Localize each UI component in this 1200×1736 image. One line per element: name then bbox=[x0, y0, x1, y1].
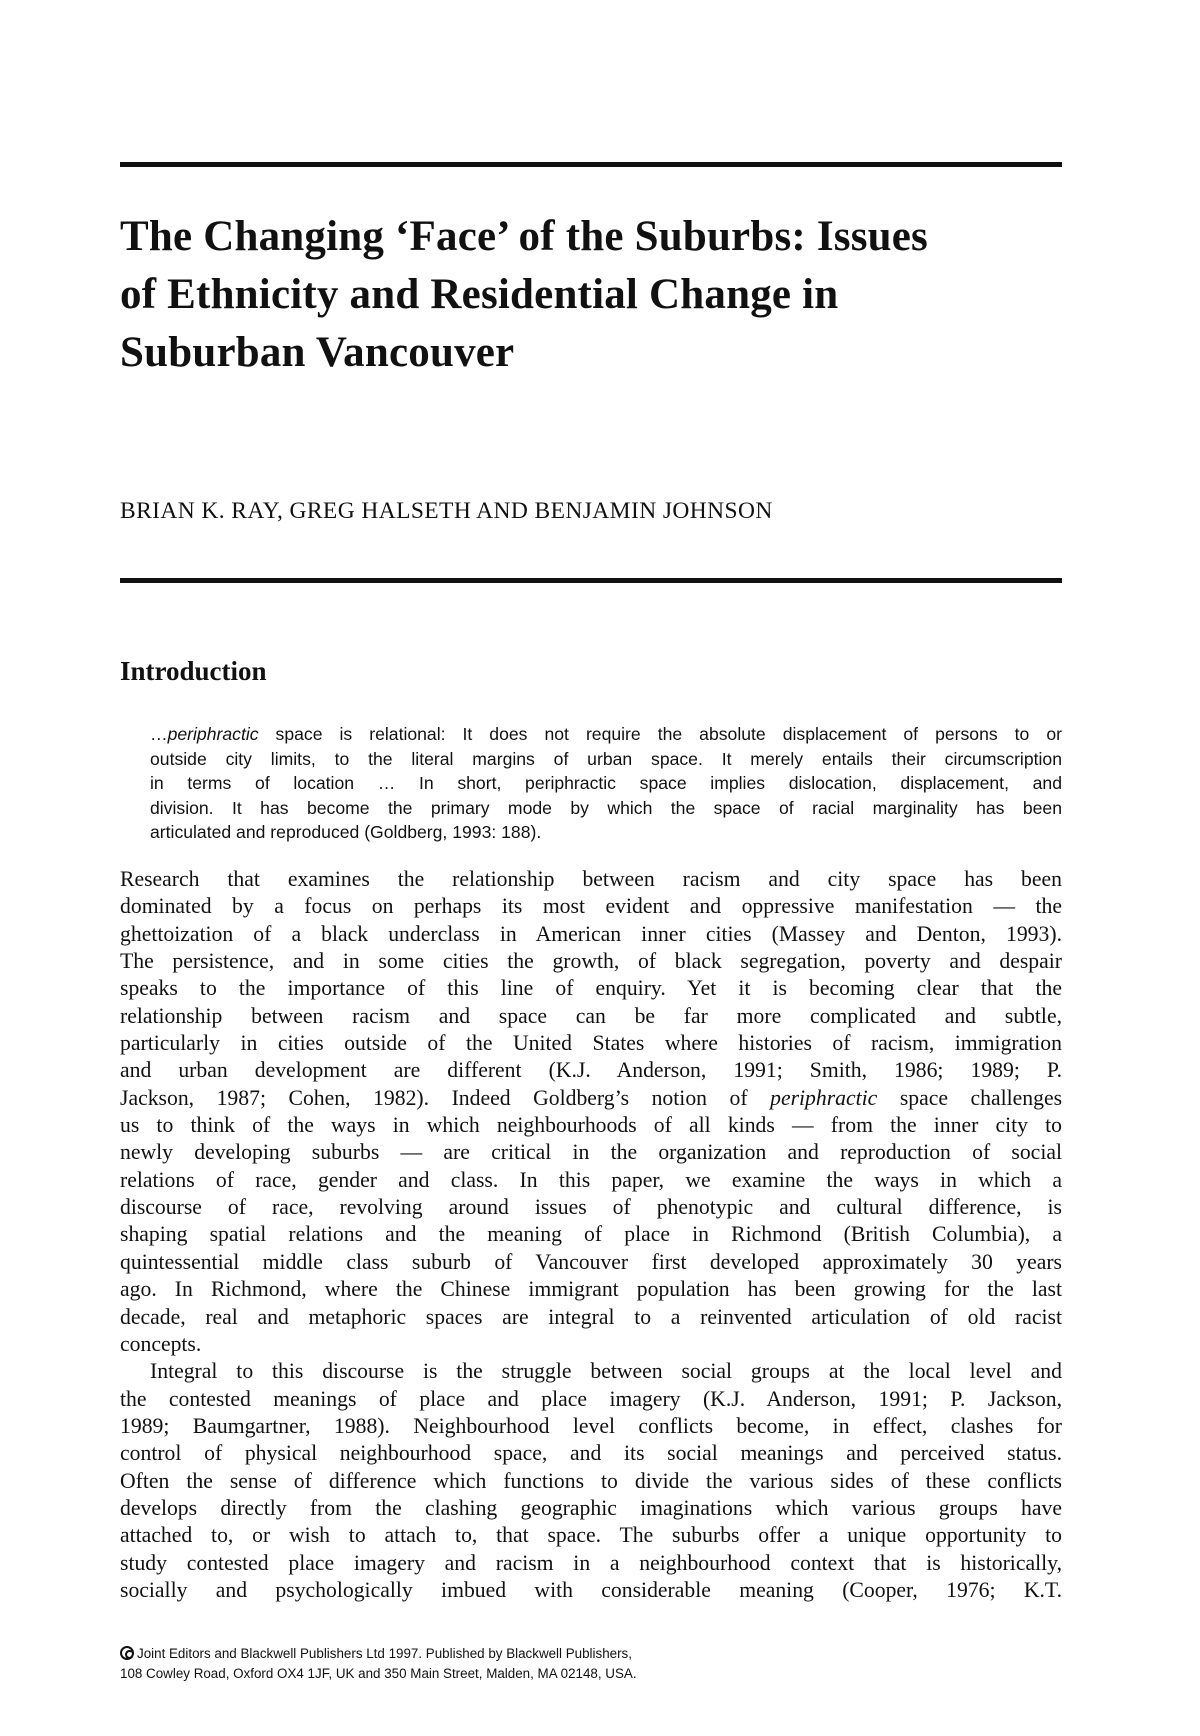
top-rule bbox=[120, 162, 1062, 167]
epigraph-line: …periphractic space is relational: It does not require the absolute displacement of persons to or bbox=[150, 724, 1062, 744]
footer-line: Joint Editors and Blackwell Publishers Ltd 1997. Published by Blackwell Publishers, bbox=[120, 1644, 1062, 1664]
body-line: relations of race, gender and class. In this paper, we examine the ways in which a bbox=[120, 1167, 1062, 1192]
body-line: and urban development are different (K.J. Anderson, 1991; Smith, 1986; 1989; P. bbox=[120, 1058, 1062, 1083]
article-title bbox=[120, 208, 1062, 382]
copyright-icon bbox=[120, 1646, 134, 1660]
footer-line: 108 Cowley Road, Oxford OX4 1JF, UK and 350 Main Street, Malden, MA 02148, USA. bbox=[120, 1665, 637, 1681]
epigraph-line: outside city limits, to the literal margins of urban space. It merely entails their circumscription bbox=[150, 748, 1062, 769]
body-line: particularly in cities outside of the United States where histories of racism, immigration bbox=[120, 1031, 1062, 1056]
title-line: The Changing ‘Face’ of the Suburbs: Issues bbox=[120, 213, 928, 260]
body-line: relationship between racism and space can be far more complicated and subtle, bbox=[120, 1003, 1062, 1028]
body-line: study contested place imagery and racism in a neighbourhood context that is historically, bbox=[120, 1550, 1062, 1575]
body-line: Research that examines the relationship between racism and city space has been bbox=[120, 867, 1062, 891]
body-line: Jackson, 1987; Cohen, 1982). Indeed Goldberg’s notion of periphractic space challenges bbox=[120, 1085, 1063, 1110]
body-line: dominated by a focus on perhaps its most evident and oppressive manifestation — the bbox=[120, 894, 1062, 919]
body-line: attached to, or wish to attach to, that space. The suburbs offer a unique opportunity to bbox=[120, 1523, 1062, 1548]
body-line: the contested meanings of place and place imagery (K.J. Anderson, 1991; P. Jackson, bbox=[120, 1386, 1062, 1411]
journal-page bbox=[120, 0, 1062, 1736]
body-line: 1989; Baumgartner, 1988). Neighbourhood level conflicts become, in effect, clashes for bbox=[120, 1413, 1062, 1438]
body-line: ghettoization of a black underclass in American inner cities (Massey and Denton, 1993). bbox=[120, 921, 1062, 946]
body-line: Often the sense of difference which functions to divide the various sides of these conflicts bbox=[120, 1468, 1062, 1493]
body-line: quintessential middle class suburb of Vancouver first developed approximately 30 years bbox=[120, 1249, 1062, 1274]
body-line: ago. In Richmond, where the Chinese immigrant population has been growing for the last bbox=[120, 1277, 1062, 1302]
bottom-rule bbox=[120, 578, 1062, 583]
body-text bbox=[120, 866, 1062, 1604]
body-line: newly developing suburbs — are critical in the organization and reproduction of social bbox=[120, 1140, 1062, 1165]
title-line: of Ethnicity and Residential Change in bbox=[120, 271, 839, 318]
title-line: Suburban Vancouver bbox=[120, 329, 515, 376]
body-line: us to think of the ways in which neighbourhoods of all kinds — from the inner city to bbox=[120, 1113, 1062, 1138]
author-list: BRIAN K. RAY, GREG HALSETH AND BENJAMIN JOHNSON bbox=[120, 498, 773, 524]
body-line: shaping spatial relations and the meaning of place in Richmond (British Columbia), a bbox=[120, 1222, 1062, 1247]
body-line: decade, real and metaphoric spaces are integral to a reinvented articulation of old racist bbox=[120, 1304, 1062, 1329]
section-heading: Introduction bbox=[120, 656, 267, 686]
epigraph-line: articulated and reproduced (Goldberg, 1993: 188). bbox=[150, 822, 542, 843]
epigraph-line: in terms of location … In short, periphractic space implies dislocation, displacement, and bbox=[150, 773, 1062, 794]
body-line: develops directly from the clashing geographic imaginations which various groups have bbox=[120, 1495, 1062, 1520]
copyright-footer bbox=[120, 1644, 1062, 1683]
body-line: socially and psychologically imbued with considerable meaning (Cooper, 1976; K.T. bbox=[120, 1577, 1062, 1602]
italic-term: periphractic bbox=[167, 724, 259, 744]
body-line: speaks to the importance of this line of enquiry. Yet it is becoming clear that the bbox=[120, 976, 1062, 1001]
epigraph-line: division. It has become the primary mode by which the space of racial marginality has been bbox=[150, 797, 1062, 818]
italic-term: periphractic bbox=[770, 1085, 878, 1110]
body-line: concepts. bbox=[120, 1331, 202, 1356]
body-line: Integral to this discourse is the struggle between social groups at the local level and bbox=[150, 1359, 1062, 1384]
body-line: discourse of race, revolving around issues of phenotypic and cultural difference, is bbox=[120, 1195, 1062, 1220]
epigraph-quote bbox=[150, 722, 1062, 845]
body-line: control of physical neighbourhood space, and its social meanings and perceived status. bbox=[120, 1441, 1062, 1466]
body-line: The persistence, and in some cities the growth, of black segregation, poverty and despair bbox=[120, 949, 1062, 974]
